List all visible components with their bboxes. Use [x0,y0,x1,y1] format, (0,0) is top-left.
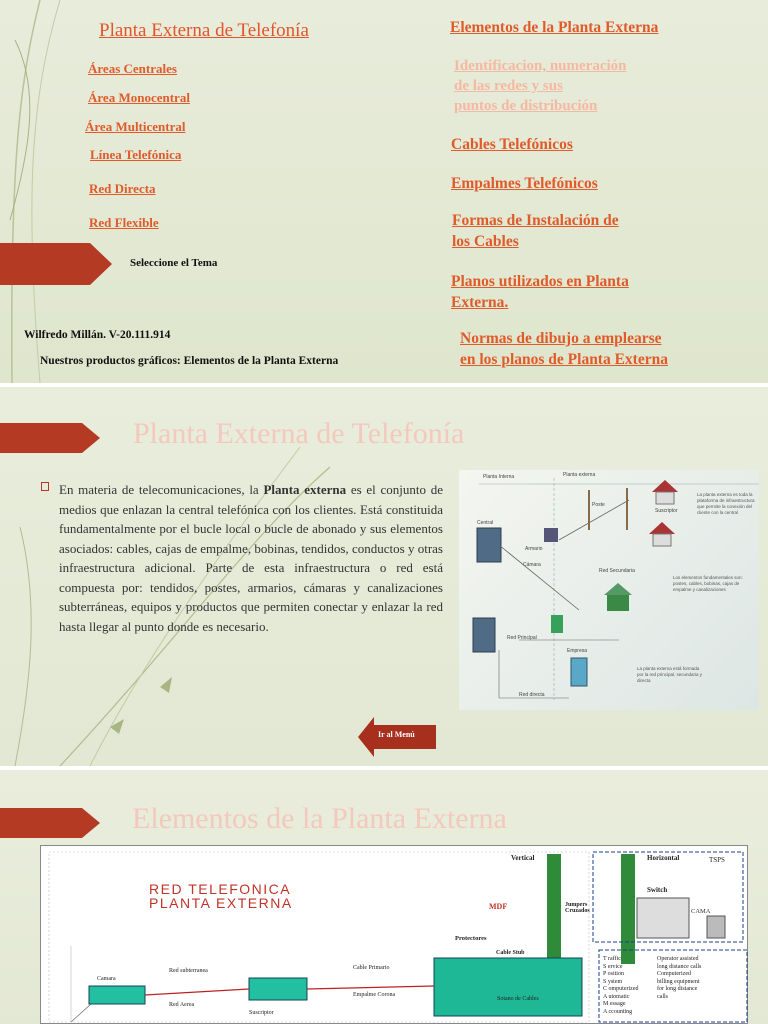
legend-note: calls [657,993,668,1000]
legend-line: P osition [603,971,624,977]
menu-title: Planta Externa de Telefonía [99,20,309,41]
link-cables-telefonicos[interactable] [451,134,573,155]
link-areas-centrales[interactable]: Áreas Centrales [88,61,177,76]
diagram-label: Protectores [455,935,487,942]
faded-link-line: puntos de distribución [454,98,598,114]
legend-note: billing equipment [657,978,700,985]
paragraph-pre: En materia de telecomunicaciones, la [59,482,264,497]
diagram-label: Central [477,520,494,526]
diagram-note: La planta externa está formada por la red principal, secundaria y directa [637,666,703,683]
link-red-flexible[interactable]: Red Flexible [89,215,159,230]
products-label: Nuestros productos gráficos: Elementos de la Planta Externa [40,355,339,367]
diagram-label: Red Principal [507,635,537,641]
link-line: Formas de Instalación de [452,212,619,229]
slide-menu [0,0,768,383]
diagram-heading-line: RED TELEFONICA [149,881,292,897]
link-linea-telefonica[interactable]: Línea Telefónica [90,147,182,162]
diagram-legend [603,956,649,1016]
diagram-label: Cámara [523,562,541,568]
red-telefonica-diagram [40,845,748,1024]
link-area-multicentral[interactable]: Área Multicentral [85,119,186,134]
legend-line: S ystem [603,978,623,985]
arrow-tab-icon [0,243,112,285]
link-empalmes-telefonicos[interactable] [451,173,598,194]
link-normas-dibujo[interactable] [460,328,668,370]
legend-note: Computerized [657,971,691,977]
diagram-heading [149,882,293,910]
diagram-label: Suscriptor [655,508,678,514]
diagram-label: Cable Stub [496,950,525,956]
legend-line: A ccounting [603,1008,633,1015]
diagram-label: CAMA [691,908,711,915]
diagram-label: Sotano de Cables [497,996,539,1002]
back-to-menu-button[interactable]: Ir al Menú [378,730,415,739]
diagram-label: Red directa [519,692,545,698]
link-line: en los planos de Planta Externa [460,351,668,368]
paragraph-post: es el conjunto de medios que enlazan la central telefónica con los clientes. Está constituida fundamentalmente por el bucle local o bucle de abonado y sus elementos asociados: cables, cajas de empalme, bobinas, tendidos, conductos y otras infraestructura adicional. Parte de esta infraestructura o red está compuesta por: tendidos, postes, armarios, cámaras y canalizaciones subterráneas, equipos y productos que permiten conectar y enlazar la red hasta llegar al punto donde es necesario. [59,482,443,634]
diagram-label: Armario [525,546,543,552]
diagram-label: Empresa [567,648,588,654]
author-label: Wilfredo Millán. V-20.111.914 [24,329,171,341]
diagram-label: Red Aerea [169,1002,195,1008]
diagram-legend-notes [657,956,745,1001]
legend-note: Operator assisted [657,956,699,962]
diagram-label: Red Secundaria [599,568,635,574]
link-line: Empalmes Telefónicos [451,175,598,192]
legend-line: M essage [603,1001,626,1007]
link-area-monocentral[interactable]: Área Monocentral [88,90,190,105]
diagram-label: Poste [592,502,605,508]
diagram-note: La planta externa es toda la plataforma de infraestructura que permite la conexión del cliente con la central [697,492,755,515]
link-line: Cables Telefónicos [451,136,573,153]
paragraph-bold: Planta externa [263,482,347,497]
link-line: los Cables [452,233,519,250]
diagram-label: TSPS [709,856,725,864]
diagram-label: Horizontal [647,854,680,862]
legend-note: long distance calls [657,963,702,970]
diagram-heading-line: PLANTA EXTERNA [149,895,293,911]
legend-note: for long distance [657,986,698,992]
legend-line: S ervice [603,963,623,970]
slide-title: Elementos de la Planta Externa [132,802,507,835]
link-formas-instalacion[interactable] [452,210,619,252]
link-line: Externa. [451,294,509,311]
arrow-tab-icon [0,423,100,453]
slide-planta-externa [0,387,768,766]
legend-line: A utomatic [603,993,630,1000]
legend-line: T raffic [603,956,621,962]
arrow-tab-icon [0,808,100,838]
diagram-label: Empalme Corona [353,992,396,998]
slide-elementos [0,770,768,1024]
planta-externa-diagram [459,470,759,710]
link-elementos-planta-externa[interactable]: Elementos de la Planta Externa [450,19,659,36]
slide-title: Planta Externa de Telefonía [133,417,465,450]
link-red-directa[interactable]: Red Directa [89,181,156,196]
link-line: Normas de dibujo a emplearse [460,330,662,347]
diagram-label: MDF [489,902,508,911]
diagram-label: Jumpers Cruzados [565,902,590,914]
link-planos-utilizados[interactable] [451,271,629,313]
legend-line: C omputerized [603,986,639,992]
select-prompt: Seleccione el Tema [130,257,218,269]
diagram-label: Planta externa [563,472,596,478]
faded-link-line: de las redes y sus [454,78,563,94]
diagram-label: Suscriptor [249,1010,274,1016]
square-bullet-icon [41,482,49,491]
diagram-label: Camara [97,976,116,982]
link-line: Planos utilizados en Planta [451,273,629,290]
definition-paragraph [59,480,443,636]
diagram-label: Red subterranea [169,968,208,974]
diagram-label: Switch [647,886,668,894]
link-identificacion-redes[interactable] [454,56,627,116]
diagram-label: Cable Primario [353,965,390,971]
diagram-note: Los elementos fundamentales son: postes, cables, bobinas, cajas de empalme y canalizaciones [673,575,743,592]
diagram-label: Vertical [511,854,535,862]
diagram-label: Planta Interna [483,474,515,480]
faded-link-line: Identificacion, numeración [454,58,627,74]
